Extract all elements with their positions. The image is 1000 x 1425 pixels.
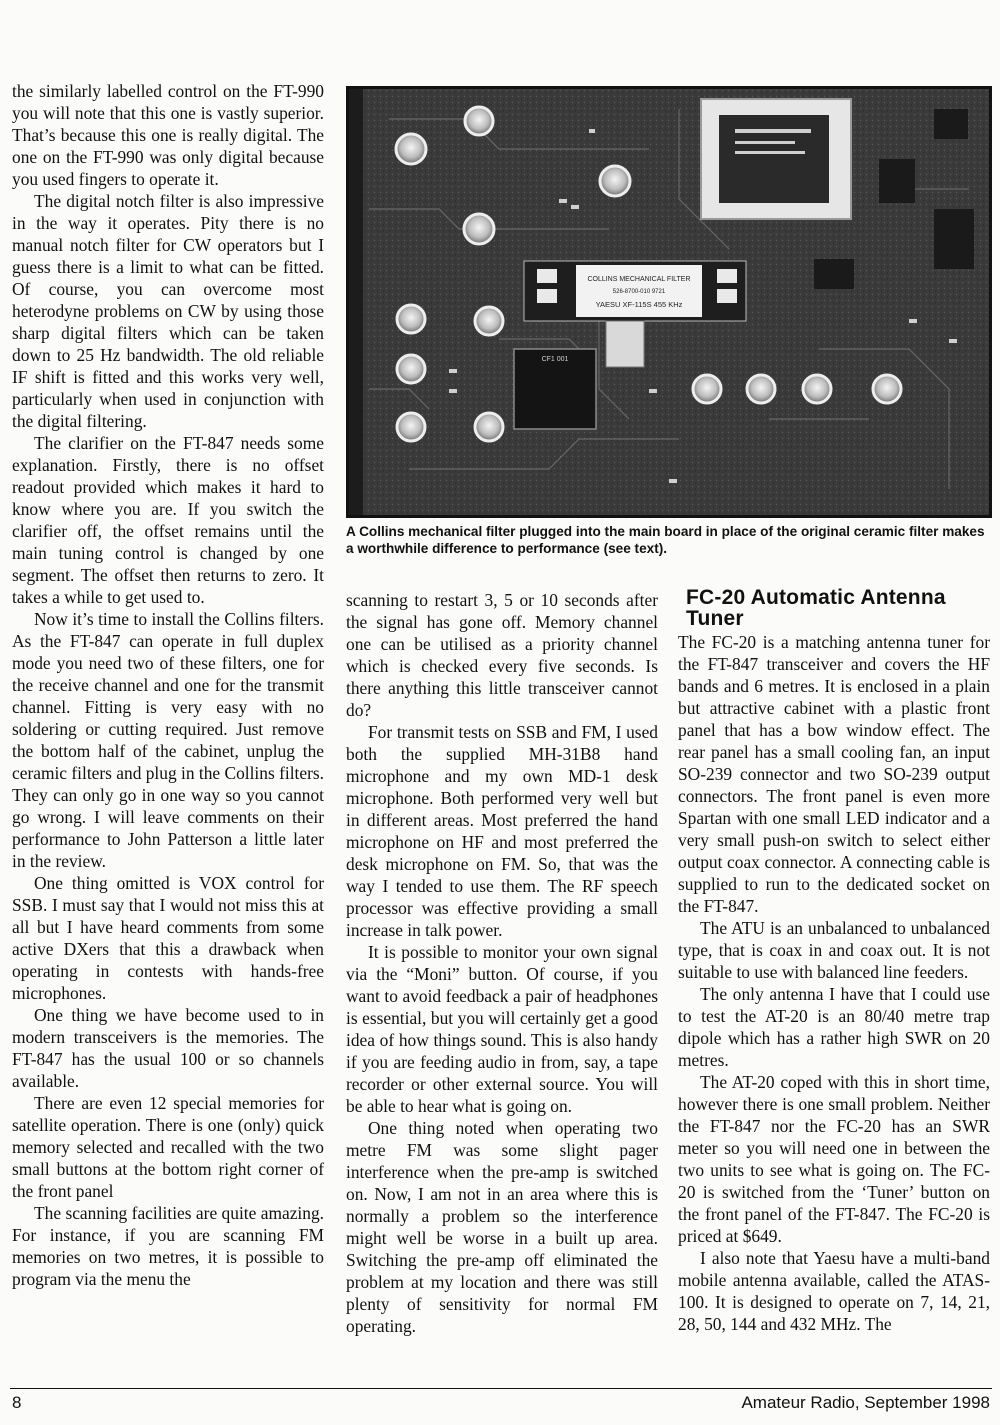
paragraph: I also note that Yaesu have a multi-band mobile antenna available, called the ATAS-100. It is designed to operate on 7, 14, 21, 28, 50, 144 and 432 MHz. The: [678, 1248, 990, 1334]
paragraph: The clarifier on the FT-847 needs some explanation. Firstly, there is no offset readout provided which makes it hard to know where you are. If you switch the clarifier off, the offset remains until the main tuning control is changed by one segment. The offset then returns to zero. It takes a while to get used to.: [12, 433, 324, 607]
paragraph: For transmit tests on SSB and FM, I used both the supplied MH-31B8 hand microphone and my own MD-1 desk microphone. Both performed very well but in different areas. Most preferred the hand microphone on HF and most preferred the desk microphone on FM. So, that was the way I tended to use them. The RF speech processor was effective providing a small increase in talk power.: [346, 722, 658, 940]
footer-rule: [10, 1388, 992, 1389]
section-body: [678, 631, 990, 1335]
page-number: 8: [12, 1393, 22, 1412]
paragraph: the similarly labelled control on the FT-990 you will note that this one is vastly superior. That’s because this one is really digital. The one on the FT-990 was only digital because you used fingers to operate it.: [12, 81, 324, 189]
paragraph: The digital notch filter is also impressive in the way it operates. Pity there is no manual notch filter for CW operators but I guess there is a limit to what can be fitted. Of course, you can overcome most heterodyne problems on CW by using those sharp digital filters which can be taken down to 25 Hz bandwidth. The old reliable IF shift is fitted and this works very well, particularly when used in conjunction with the digital filtering.: [12, 191, 324, 431]
circuit-board-photo: [346, 86, 992, 518]
paragraph: The ATU is an unbalanced to unbalanced type, that is coax in and coax out. It is not suitable to use with balanced line feeders.: [678, 918, 990, 982]
article-column-left: [12, 80, 324, 1290]
article-column-middle: [346, 589, 658, 1337]
filter-label-line1: COLLINS MECHANICAL FILTER: [587, 276, 691, 283]
section-heading: FC-20 Automatic Antenna Tuner: [686, 586, 946, 630]
photo-caption: A Collins mechanical filter plugged into the main board in place of the original ceramic filter makes a worthwhile difference to performance (see text).: [346, 524, 985, 556]
filter-label-line2: 526-8700-010 9721: [612, 289, 666, 295]
filter-label-line3: YAESU XF-115S 455 KHz: [595, 300, 683, 309]
paragraph: scanning to restart 3, 5 or 10 seconds after the signal has gone off. Memory channel one can be utilised as a priority channel which is checked every five seconds. Is there anything this little transceiver cannot do?: [346, 590, 658, 720]
paragraph: It is possible to monitor your own signal via the “Moni” button. Of course, if you want to avoid feedback a pair of headphones is essential, but you will certainly get a good idea of how things sound. This is also handy if you are feeding audio in from, say, a tape recorder or other external source. You will be able to hear what is going on.: [346, 942, 658, 1116]
board-ref-label: CF1 001: [541, 356, 569, 363]
article-column-right: [678, 586, 990, 1335]
paragraph: The AT-20 coped with this in short time, however there is one small problem. Neither the FT-847 nor the FC-20 has an SWR meter so you will need one in between the two units to see what is going on. The FC-20 is switched from the ‘Tuner’ button on the front panel of the FT-847. The FC-20 is priced at $649.: [678, 1072, 990, 1246]
paragraph: One thing we have become used to in modern transceivers is the memories. The FT-847 has the usual 100 or so channels available.: [12, 1005, 324, 1091]
paragraph: The FC-20 is a matching antenna tuner for the FT-847 transceiver and covers the HF bands and 6 metres. It is enclosed in a plain but attractive cabinet with a plastic front panel that has a bow window effect. The rear panel has a small cooling fan, an input SO-239 connector and two SO-239 output connectors. The front panel is even more Spartan with one small LED indicator and a very small push-on switch to select either output coax connector. A connecting cable is supplied to run to the dedicated socket on the FT-847.: [678, 632, 990, 916]
paragraph: Now it’s time to install the Collins filters. As the FT-847 can operate in full duplex mode you need two of these filters, one for the receive channel and one for the transmit channel. Fitting is very easy with no soldering or cutting required. Just remove the bottom half of the cabinet, unplug the ceramic filters and plug in the Collins filters. They can only go in one way so you cannot go wrong. I will leave comments on their performance to John Patterson a little later in the review.: [12, 609, 324, 871]
paragraph: One thing omitted is VOX control for SSB. I must say that I would not miss this at all but I have heard comments from some active DXers that this a drawback when operating in contests with hands-free microphones.: [12, 873, 324, 1003]
paragraph: The only antenna I have that I could use to test the AT-20 is an 80/40 metre trap dipole which has a rather high SWR on 20 metres.: [678, 984, 990, 1070]
paragraph: One thing noted when operating two metre FM was some slight pager interference when the pre-amp is switched on. Now, I am not in an area where this is normally a problem so the interference might well be worse in a built up area. Switching the pre-amp off eliminated the problem at my location and there was still plenty of sensitivity for normal FM operating.: [346, 1118, 658, 1336]
paragraph: There are even 12 special memories for satellite operation. There is one (only) quick memory selected and recalled with the two small buttons at the bottom right corner of the front panel: [12, 1093, 324, 1201]
paragraph: The scanning facilities are quite amazing. For instance, if you are scanning FM memories on two metres, it is possible to program via the menu the: [12, 1203, 324, 1289]
publication-info: Amateur Radio, September 1998: [741, 1393, 990, 1412]
